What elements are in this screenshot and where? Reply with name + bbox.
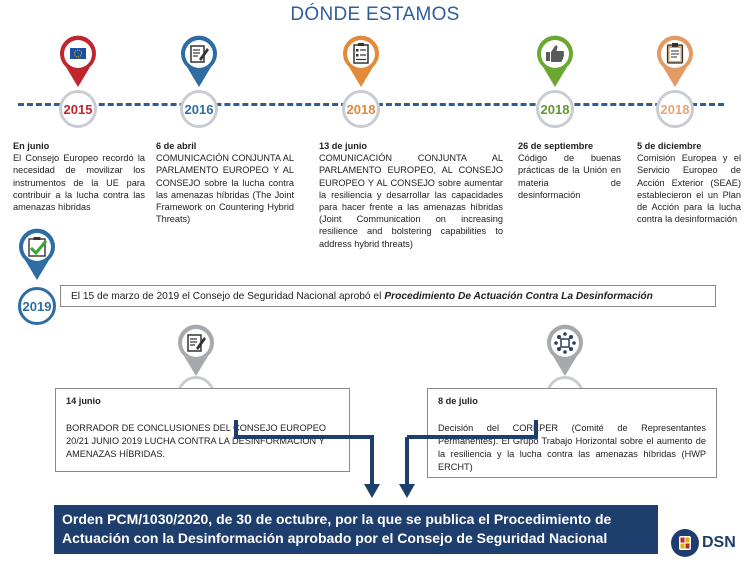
year-label: 2018 xyxy=(660,101,690,117)
milestone-text: El 15 de marzo de 2019 el Consejo de Seguridad Nacional aprobó el xyxy=(71,290,382,302)
final-line-2: Actuación con la Desinformación aprobado por el Consejo de Seguridad Nacional xyxy=(62,530,608,546)
entry-text: El Consejo Europeo recordó la necesidad de movilizar los instrumentos de la UE para contribuir a la lucha contra las amenazas híbridas xyxy=(13,153,145,213)
entry-date: 5 de diciembre xyxy=(637,141,702,151)
dsn-logo-text: DSN xyxy=(702,534,736,551)
year-label: 2015 xyxy=(63,101,93,117)
year-label: 2019 xyxy=(22,298,52,314)
entry-date: 13 de junio xyxy=(319,141,367,151)
sub-event-text: Decisión del COREPER (Comité de Representantes Permanentes). El Grupo Trabajo Horizontal sobre el aumento de la resiliencia y la lucha contra las amenazas híbridas (HWP ERCHT) xyxy=(438,423,706,472)
arrow-down-icon xyxy=(236,420,380,498)
milestone-emphasis: Procedimiento De Actuación Contra La Desinformación xyxy=(384,290,653,302)
entry-text: Código de buenas prácticas de la Unión en materia de desinformación xyxy=(518,153,621,200)
sub-event-text: BORRADOR DE CONCLUSIONES DEL CONSEJO EUROPEO 20/21 JUNIO 2019 LUCHA CONTRA LA DESINFORMACIÓN Y AMENAZAS HÍBRIDAS. xyxy=(66,423,327,459)
entry-text: COMUNICACIÓN CONJUNTA AL PARLAMENTO EUROPEO Y AL CONSEJO sobre la lucha contra las amenazas híbridas (The Joint Framework on Countering Hybrid Threats) xyxy=(156,153,294,225)
entry-text: COMUNICACIÓN CONJUNTA AL PARLAMENTO EUROPEO, AL CONSEJO EUROPEO Y AL CONSEJO sobre aumentar la resiliencia y desarrollar las capacidades para hacer frente a las amenazas híbridas (Joint Communication on increasing resilience and bolstering capabilities to address hybrid threats) xyxy=(319,153,503,249)
final-line-1: Orden PCM/1030/2020, de 30 de octubre, por la que se publica el Procedimiento de xyxy=(62,511,612,527)
sub-event-date: 8 de julio xyxy=(438,396,478,406)
year-label: 2018 xyxy=(346,101,376,117)
year-label: 2018 xyxy=(540,101,570,117)
page-title: DÓNDE ESTAMOS xyxy=(290,4,460,25)
spain-coat-of-arms-icon xyxy=(669,528,701,558)
entry-date: En junio xyxy=(13,141,50,151)
arrow-down-icon xyxy=(399,420,536,498)
sub-event-date: 14 junio xyxy=(66,396,101,406)
entry-text: Comisión Europea y el Servicio Europeo de Acción Exterior (SEAE) establecieron el un Plan de Acción para la lucha contra la desinformación xyxy=(637,153,741,225)
entry-date: 6 de abril xyxy=(156,141,197,151)
year-label: 2016 xyxy=(184,101,214,117)
final-order-box xyxy=(54,505,658,554)
entry-date: 26 de septiembre xyxy=(518,141,594,151)
